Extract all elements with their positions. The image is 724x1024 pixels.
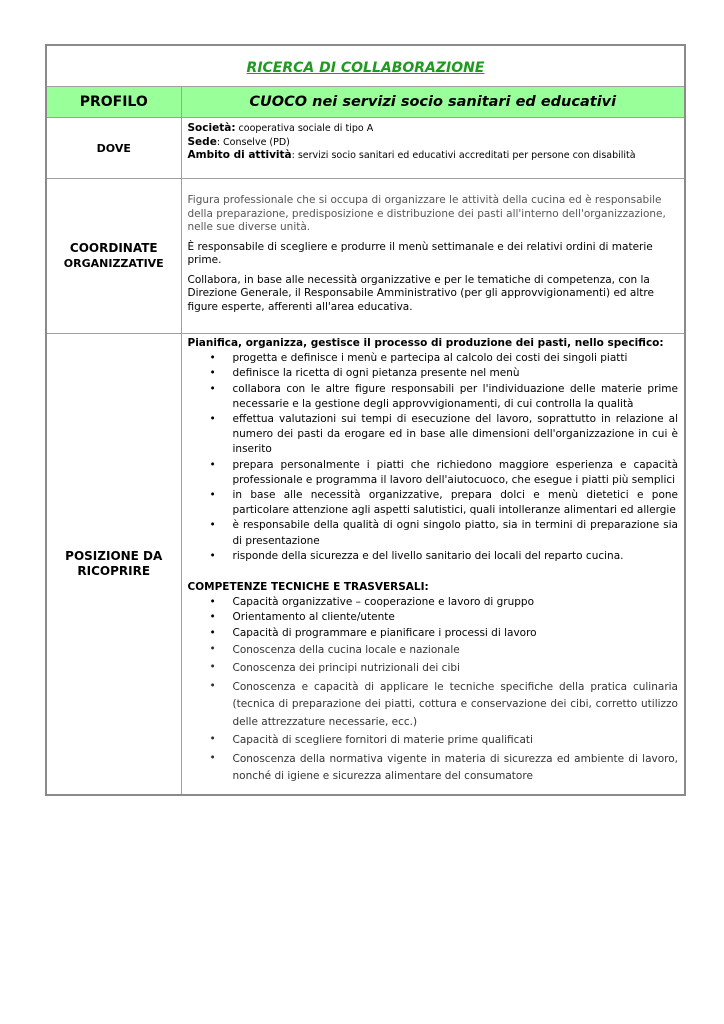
bullet-icon: • xyxy=(209,489,216,502)
sede-value: : Conselve (PD) xyxy=(216,136,290,148)
profile-value: CUOCO nei servizi socio sanitari ed educativi xyxy=(181,87,685,118)
bullet-icon: • xyxy=(209,751,216,764)
list-item: • progetta e definisce i menù e partecipa al calcolo dei costi dei singoli piatti xyxy=(188,351,679,366)
competenze-list xyxy=(188,595,679,786)
profile-row xyxy=(46,87,685,118)
list-item: • Capacità organizzative – cooperazione e lavoro di gruppo xyxy=(188,595,679,610)
bullet-icon: • xyxy=(209,413,216,426)
coordinate-label-line1: COORDINATE xyxy=(69,241,158,255)
list-item: • è responsabile della qualità di ogni singolo piatto, sia in termini di preparazione sia di presentazione xyxy=(209,519,678,547)
bullet-icon: • xyxy=(209,367,216,380)
list-item: • collabora con le altre figure responsabili per l'individuazione delle materie prime necessarie e la gestione degli approvvigionamenti, di cui controlla la qualità xyxy=(209,382,678,410)
dove-details xyxy=(181,118,685,179)
bullet-icon: • xyxy=(209,382,216,395)
bullet-icon: • xyxy=(209,596,216,609)
list-item: • effettua valutazioni sui tempi di esecuzione del lavoro, soprattutto in relazione al numero dei pasti da erogare ed in base alle dimensioni dell'organizzazione in cui è inserito xyxy=(209,413,678,456)
societa-line xyxy=(188,122,679,136)
societa-value: cooperativa sociale di tipo A xyxy=(235,123,374,134)
bullet-icon: • xyxy=(209,626,216,639)
profile-label: PROFILO xyxy=(46,87,181,118)
coordinate-label-line2: ORGANIZZATIVE xyxy=(63,257,164,270)
list-item: • Capacità di scegliere fornitori di materie prime qualificati xyxy=(188,731,679,750)
coordinate-row xyxy=(46,179,685,334)
posizione-label xyxy=(46,334,181,795)
ambito-line xyxy=(188,149,679,163)
posizione-details xyxy=(181,334,685,795)
list-item: • prepara personalmente i piatti che richiedono maggiore esperienza e capacità professionale e programma il lavoro dell'aiutocuoco, che esegue i piatti più semplici xyxy=(209,458,678,486)
section-spacer xyxy=(188,564,679,580)
posizione-label-line1: POSIZIONE DA xyxy=(65,548,163,563)
bullet-icon: • xyxy=(209,519,216,532)
tasks-heading: Pianifica, organizza, gestisce il processo di produzione dei pasti, nello specifico: xyxy=(187,337,664,349)
bullet-icon: • xyxy=(209,642,216,655)
bullet-icon: • xyxy=(209,352,216,365)
dove-row xyxy=(46,118,685,179)
list-item: • Conoscenza della normativa vigente in materia di sicurezza ed ambiente di lavoro, nonché di igiene e sicurezza alimentare del consumatore xyxy=(209,751,678,783)
document-title: RICERCA DI COLLABORAZIONE xyxy=(246,59,485,76)
bullet-icon: • xyxy=(209,661,216,674)
title-cell xyxy=(46,45,685,87)
tasks-list xyxy=(188,351,679,564)
list-item: • Conoscenza e capacità di applicare le tecniche specifiche della pratica culinaria (tecnica di preparazione dei piatti, cottura e conservazione dei cibi, corretto utilizzo delle attrezzature necessarie, ecc.) xyxy=(209,679,678,728)
ambito-label: Ambito di attività xyxy=(187,149,292,161)
coordinate-details xyxy=(181,179,685,334)
societa-label: Società: xyxy=(187,122,236,134)
title-row xyxy=(46,45,685,87)
competenze-heading: COMPETENZE TECNICHE E TRASVERSALI: xyxy=(187,581,429,594)
coordinate-paragraph: Figura professionale che si occupa di organizzare le attività della cucina ed è responsabile della preparazione, predisposizione e distribuzione dei pasti all'interno dell'organizzazione, nelle sue diverse unità. xyxy=(187,194,666,233)
sede-label: Sede xyxy=(187,135,217,148)
list-item: • in base alle necessità organizzative, prepara dolci e menù dietetici e pone particolare attenzione agli aspetti salutistici, quali intolleranze alimentari ed allergie xyxy=(209,489,678,517)
list-item: • Conoscenza dei principi nutrizionali dei cibi xyxy=(188,659,679,678)
bullet-icon: • xyxy=(209,458,216,471)
posizione-label-line2: RICOPRIRE xyxy=(77,563,151,578)
job-posting-table xyxy=(45,44,686,796)
list-item: • definisce la ricetta di ogni pietanza presente nel menù xyxy=(188,366,679,381)
list-item: • Conoscenza della cucina locale e nazionale xyxy=(188,641,679,660)
bullet-icon: • xyxy=(209,549,216,562)
dove-label: DOVE xyxy=(46,118,181,179)
coordinate-label xyxy=(46,179,181,334)
ambito-value: : servizi socio sanitari ed educativi accreditati per persone con disabilità xyxy=(291,150,636,161)
posizione-row xyxy=(46,334,685,795)
sede-line xyxy=(188,136,679,150)
coordinate-paragraph: È responsabile di scegliere e produrre il menù settimanale e dei relativi ordini di materie prime. xyxy=(187,240,653,266)
coordinate-paragraph: Collabora, in base alle necessità organizzative e per le tematiche di competenza, con la Direzione Generale, il Responsabile Amministrativo (per gli approvvigionamenti) ed altre figure esperte, afferenti all'area educativa. xyxy=(187,273,654,313)
bullet-icon: • xyxy=(209,679,216,692)
list-item: • Capacità di programmare e pianificare i processi di lavoro xyxy=(188,626,679,641)
list-item: • Orientamento al cliente/utente xyxy=(188,610,679,625)
bullet-icon: • xyxy=(209,611,216,624)
bullet-icon: • xyxy=(209,733,216,746)
list-item: • risponde della sicurezza e del livello sanitario dei locali del reparto cucina. xyxy=(188,549,679,564)
